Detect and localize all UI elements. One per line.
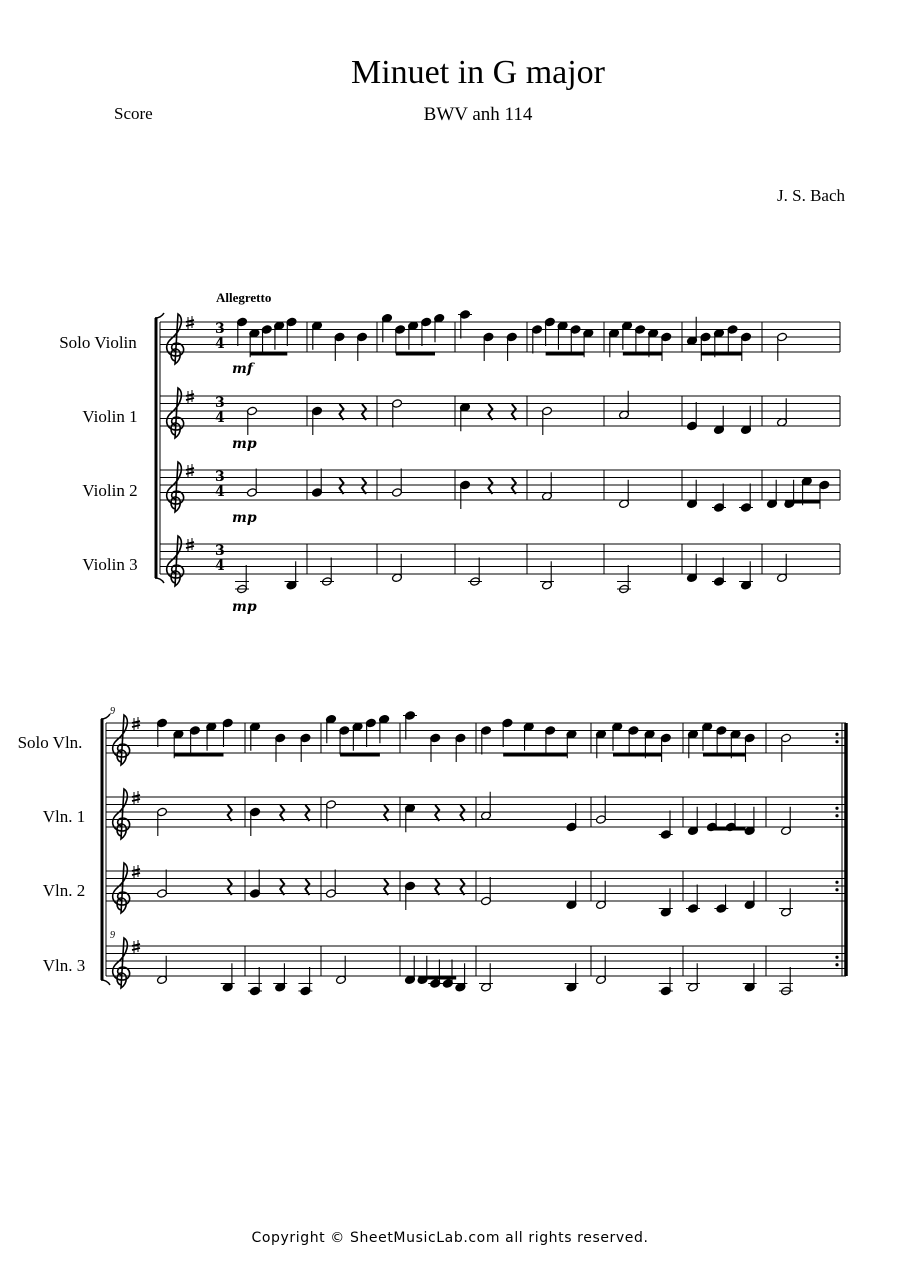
quarter-rest-icon <box>512 478 516 494</box>
repeat-dot <box>835 881 838 884</box>
instrument-label-violin-2: Violin 2 <box>82 481 138 500</box>
quarter-rest-icon <box>435 805 439 821</box>
sharp-icon <box>186 390 194 403</box>
instrument-label-solo-violin: Solo Violin <box>59 333 137 352</box>
sharp-bar <box>186 324 194 326</box>
repeat-dot <box>835 733 838 736</box>
instrument-label-vln-3: Vln. 3 <box>42 956 86 975</box>
time-sig-numerator: 3 <box>215 469 225 485</box>
repeat-dot <box>835 888 838 891</box>
quarter-rest-icon <box>340 404 344 420</box>
bracket-hook <box>101 980 110 985</box>
quarter-rest-icon <box>384 805 388 821</box>
quarter-rest-icon <box>305 879 309 895</box>
time-sig-numerator: 3 <box>215 395 225 411</box>
time-sig-denominator: 4 <box>215 336 225 352</box>
quarter-rest-icon <box>384 879 388 895</box>
quarter-rest-icon <box>340 478 344 494</box>
staves-layer <box>101 313 846 988</box>
instrument-label-vln-1: Vln. 1 <box>42 807 86 826</box>
time-sig-numerator: 3 <box>215 543 225 559</box>
treble-clef-icon <box>113 789 130 839</box>
treble-clef-stroke <box>167 388 184 438</box>
sharp-icon <box>186 316 194 329</box>
treble-clef-stroke <box>113 715 130 765</box>
score-label: Score <box>114 104 153 123</box>
treble-clef-icon <box>113 863 130 913</box>
notes-layer <box>157 310 830 996</box>
sharp-icon <box>186 538 194 551</box>
time-sig-denominator: 4 <box>215 558 225 574</box>
treble-clef-icon <box>113 938 130 988</box>
time-signatures <box>215 321 225 574</box>
sharp-bar <box>132 725 140 727</box>
repeat-dot <box>835 814 838 817</box>
quarter-rest-icon <box>362 404 366 420</box>
page-subtitle: BWV anh 114 <box>423 104 533 125</box>
sharp-bar <box>132 873 140 875</box>
repeat-dot <box>835 963 838 966</box>
dynamic-marking: mp <box>232 599 257 615</box>
treble-clef-icon <box>167 536 184 586</box>
quarter-rest-icon <box>228 879 232 895</box>
instrument-label-solo-vln: Solo Vln. <box>17 733 83 752</box>
quarter-rest-icon <box>460 879 464 895</box>
instrument-label-violin-3: Violin 3 <box>82 555 138 574</box>
dynamic-marking: mp <box>232 436 257 452</box>
quarter-rest-icon <box>362 478 366 494</box>
composer-name: J. S. Bach <box>777 186 845 205</box>
repeat-dot <box>835 807 838 810</box>
time-sig-denominator: 4 <box>215 410 225 426</box>
treble-clef-stroke <box>113 863 130 913</box>
bracket-hook <box>101 714 110 719</box>
dynamics <box>232 361 257 615</box>
instrument-label-violin-1: Violin 1 <box>82 407 138 426</box>
page-title: Minuet in G major <box>350 54 606 91</box>
sharp-icon <box>132 940 140 953</box>
quarter-rest-icon <box>488 478 492 494</box>
time-sig-denominator: 4 <box>215 484 225 500</box>
treble-clef-icon <box>167 462 184 512</box>
quarter-rest-icon <box>460 805 464 821</box>
quarter-rest-icon <box>512 404 516 420</box>
sharp-bar <box>186 546 194 548</box>
quarter-rest-icon <box>280 879 284 895</box>
quarter-rest-icon <box>435 879 439 895</box>
dynamic-marking: mf <box>232 361 253 377</box>
treble-clef-stroke <box>113 938 130 988</box>
treble-clef-stroke <box>113 789 130 839</box>
treble-clef-icon <box>113 715 130 765</box>
measure-number: 9 <box>110 706 115 717</box>
measure-number: 9 <box>110 930 115 941</box>
treble-clef-stroke <box>167 536 184 586</box>
instrument-label-vln-2: Vln. 2 <box>42 881 86 900</box>
quarter-rest-icon <box>305 805 309 821</box>
treble-clef-icon <box>167 388 184 438</box>
treble-clef-icon <box>167 314 184 364</box>
quarter-rest-icon <box>280 805 284 821</box>
sharp-bar <box>186 398 194 400</box>
repeat-dot <box>835 740 838 743</box>
quarter-rest-icon <box>488 404 492 420</box>
sharp-icon <box>132 791 140 804</box>
quarter-rest-icon <box>228 805 232 821</box>
tempo-marking: Allegretto <box>216 290 272 305</box>
sharp-icon <box>132 865 140 878</box>
sharp-bar <box>186 472 194 474</box>
treble-clef-stroke <box>167 314 184 364</box>
bracket-hook <box>155 578 164 583</box>
dynamic-marking: mp <box>232 510 257 526</box>
sharp-icon <box>132 717 140 730</box>
bracket-hook <box>155 313 164 318</box>
treble-clef-stroke <box>167 462 184 512</box>
sharp-bar <box>132 948 140 950</box>
repeat-dot <box>835 956 838 959</box>
time-sig-numerator: 3 <box>215 321 225 337</box>
sharp-bar <box>132 799 140 801</box>
copyright-notice: Copyright © SheetMusicLab.com all rights reserved. <box>251 1230 649 1246</box>
sharp-icon <box>186 464 194 477</box>
